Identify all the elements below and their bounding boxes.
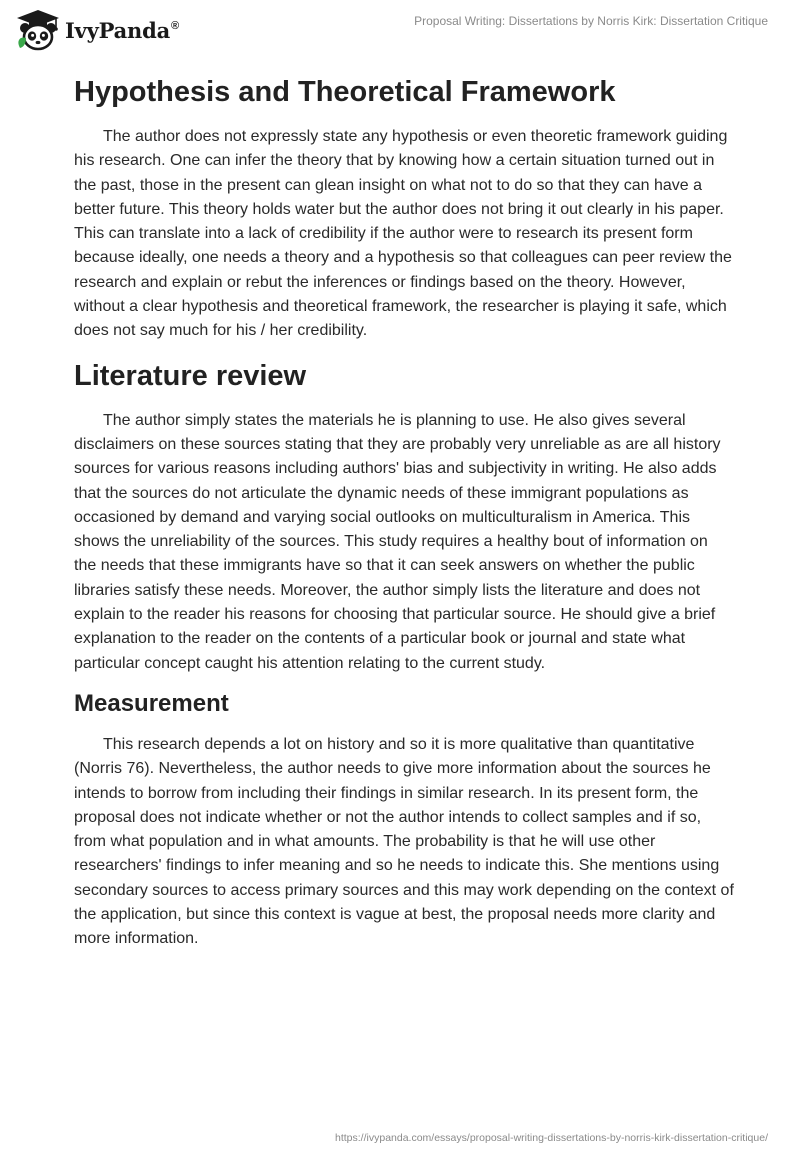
section-measurement [74, 686, 734, 952]
document-title: Proposal Writing: Dissertations by Norris Kirk: Dissertation Critique [414, 14, 768, 28]
section-paragraph: This research depends a lot on history and so it is more qualitative than quantitative (Norris 76). Nevertheless, the author needs to give more information about the sources he intends to borrow from including their findings in similar research. In its present form, the proposal does not indicate whether or not the author intends to collect samples and if so, from what population and in what amounts. The probability is that he will use other researchers' findings to infer meaning and so he needs to indicate this. She mentions using secondary sources to access primary sources and this may work depending on the context of the application, but since this context is vague at best, the proposal needs more clarity and more information. [74, 735, 734, 948]
section-heading: Literature review [74, 359, 307, 392]
brand-logo[interactable] [14, 8, 179, 52]
section-paragraph: The author does not expressly state any hypothesis or even theoretic framework guiding his research. One can infer the theory that by knowing how a certain situation turned out in the past, those in the present can glean insight on what not to do so that they can have a better future. This theory holds water but the author does not bring it out clearly in his paper. This can translate into a lack of credibility if the author were to research its present form because ideally, one needs a theory and a hypothesis so that colleagues can peer review the research and explain or rebut the inferences or findings based on the theory. However, without a clear hypothesis and theoretical framework, the researcher is playing it safe, which does not say much for his / her credibility. [74, 128, 732, 340]
essay-content [74, 70, 734, 952]
section-heading: Measurement [74, 689, 229, 717]
section-heading: Hypothesis and Theoretical Framework [74, 76, 616, 108]
section-paragraph: The author simply states the materials he is planning to use. He also gives several disclaimers on these sources stating that they are probably very unreliable as are all history sources for various reasons including authors' bias and subjectivity in writing. He also adds that the sources do not articulate the dynamic needs of these immigrant populations as occasioned by demand and varying social outlooks on multiculturalism in America. This shows the unreliability of the sources. This study requires a healthy bout of information on the needs that these immigrants have so that it can seek answers on whether the public libraries satisfy these needs. Moreover, the author simply lists the literature and does not explain to the reader his reasons for choosing that particular source. He should give a brief explanation to the reader on the contents of a particular book or journal and state what particular concept caught his attention relating to the current study. [74, 411, 721, 672]
section-hypothesis [74, 70, 734, 344]
section-literature-review [74, 354, 734, 676]
panda-graduate-icon [14, 8, 62, 52]
page-header [0, 0, 800, 60]
source-url-link[interactable]: https://ivypanda.com/essays/proposal-writing-dissertations-by-norris-kirk-dissertation-critique/ [335, 1132, 768, 1144]
brand-name: IvyPanda® [65, 17, 179, 43]
